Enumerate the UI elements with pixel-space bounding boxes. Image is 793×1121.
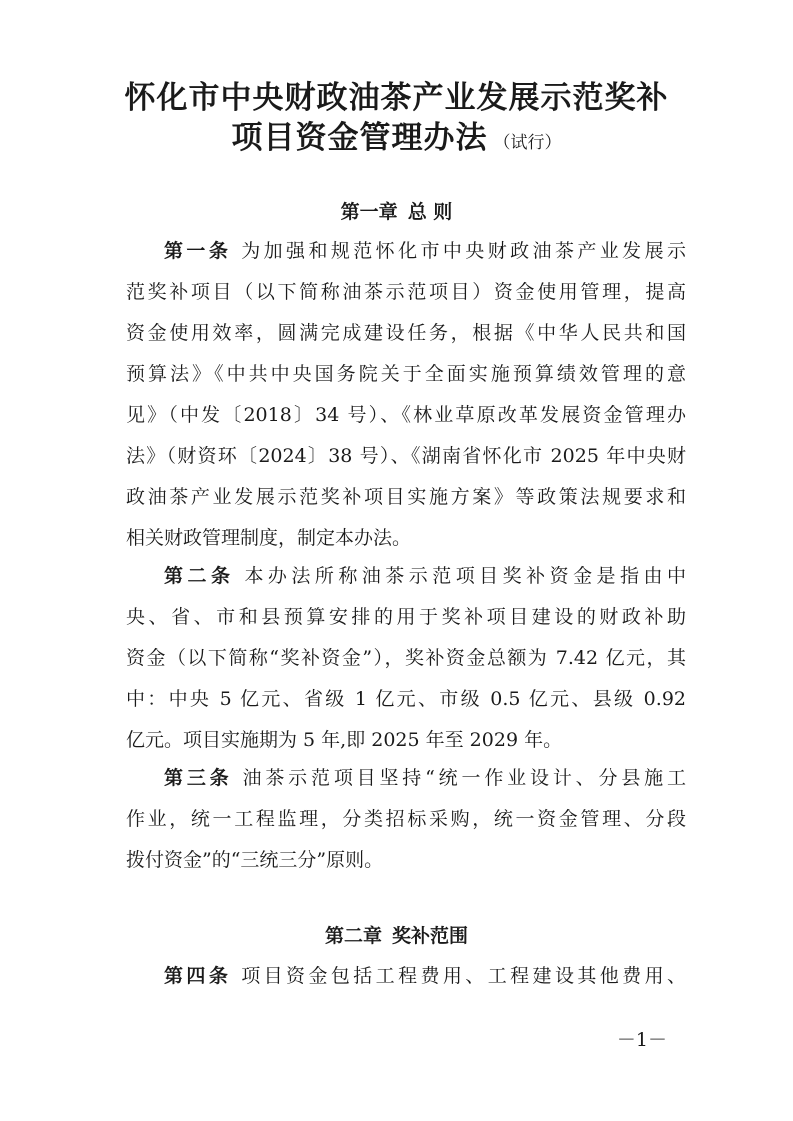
document-title-line-1: 怀化市中央财政油茶产业发展示范奖补 [124,80,669,116]
article-1-line-6: 法》（财资环〔2024〕38 号）、《湖南省怀化市 2025 年中央财 [126,445,686,467]
chapter-number: 第一章 [340,201,398,223]
article-1-line-7: 政油茶产业发展示范奖补项目实施方案》等政策法规要求和 [126,486,686,508]
article-2-line-5: 亿元。项目实施期为 5 年,即 2025 年至 2029 年。 [126,729,563,751]
chapter-heading-1 [0,198,793,226]
chapter-name: 总 则 [407,201,453,223]
article-text: 为加强和规范怀化市中央财政油茶产业发展示 [241,240,686,262]
document-title-main: 项目资金管理办法 [231,120,488,156]
chapter-name: 奖补范围 [392,925,469,947]
page-number: －1－ [616,1029,667,1051]
article-text: 油茶示范项目坚持“统一作业设计、分县施工 [242,767,686,789]
article-2-line-1 [164,562,686,590]
article-text: 项目资金包括工程费用、工程建设其他费用、 [241,965,686,987]
article-label: 第一条 [164,240,232,262]
article-label: 第三条 [164,767,233,789]
article-4-line-1 [164,962,686,990]
article-1-line-1 [164,237,686,265]
article-3-line-3: 拨付资金”的“三统三分”原则。 [126,849,384,871]
article-text: 本办法所称油茶示范项目奖补资金是指由中 [244,565,686,587]
document-title-note: （试行） [493,133,562,153]
article-label: 第四条 [164,965,232,987]
article-1-line-8: 相关财政管理制度，制定本办法。 [126,527,412,549]
chapter-number: 第二章 [324,925,382,947]
article-1-line-5: 见》（中发〔2018〕34 号）、《林业草原改革发展资金管理办 [126,404,686,426]
document-title-line-2 [0,118,793,163]
article-1-line-3: 资金使用效率，圆满完成建设任务，根据《中华人民共和国 [126,322,686,344]
article-1-line-4: 预算法》《中共中央国务院关于全面实施预算绩效管理的意 [126,363,686,385]
article-3-line-2: 作业，统一工程监理，分类招标采购，统一资金管理、分段 [126,808,686,830]
article-label: 第二条 [164,565,235,587]
chapter-heading-2 [0,922,793,950]
article-2-line-3: 资金（以下简称“奖补资金”），奖补资金总额为 7.42 亿元，其 [126,647,686,669]
article-3-line-1 [164,764,686,792]
article-2-line-4: 中：中央 5 亿元、省级 1 亿元、市级 0.5 亿元、县级 0.92 [126,688,686,710]
article-1-line-2: 范奖补项目（以下简称油茶示范项目）资金使用管理，提高 [126,281,686,303]
article-2-line-2: 央、省、市和县预算安排的用于奖补项目建设的财政补助 [126,606,686,628]
